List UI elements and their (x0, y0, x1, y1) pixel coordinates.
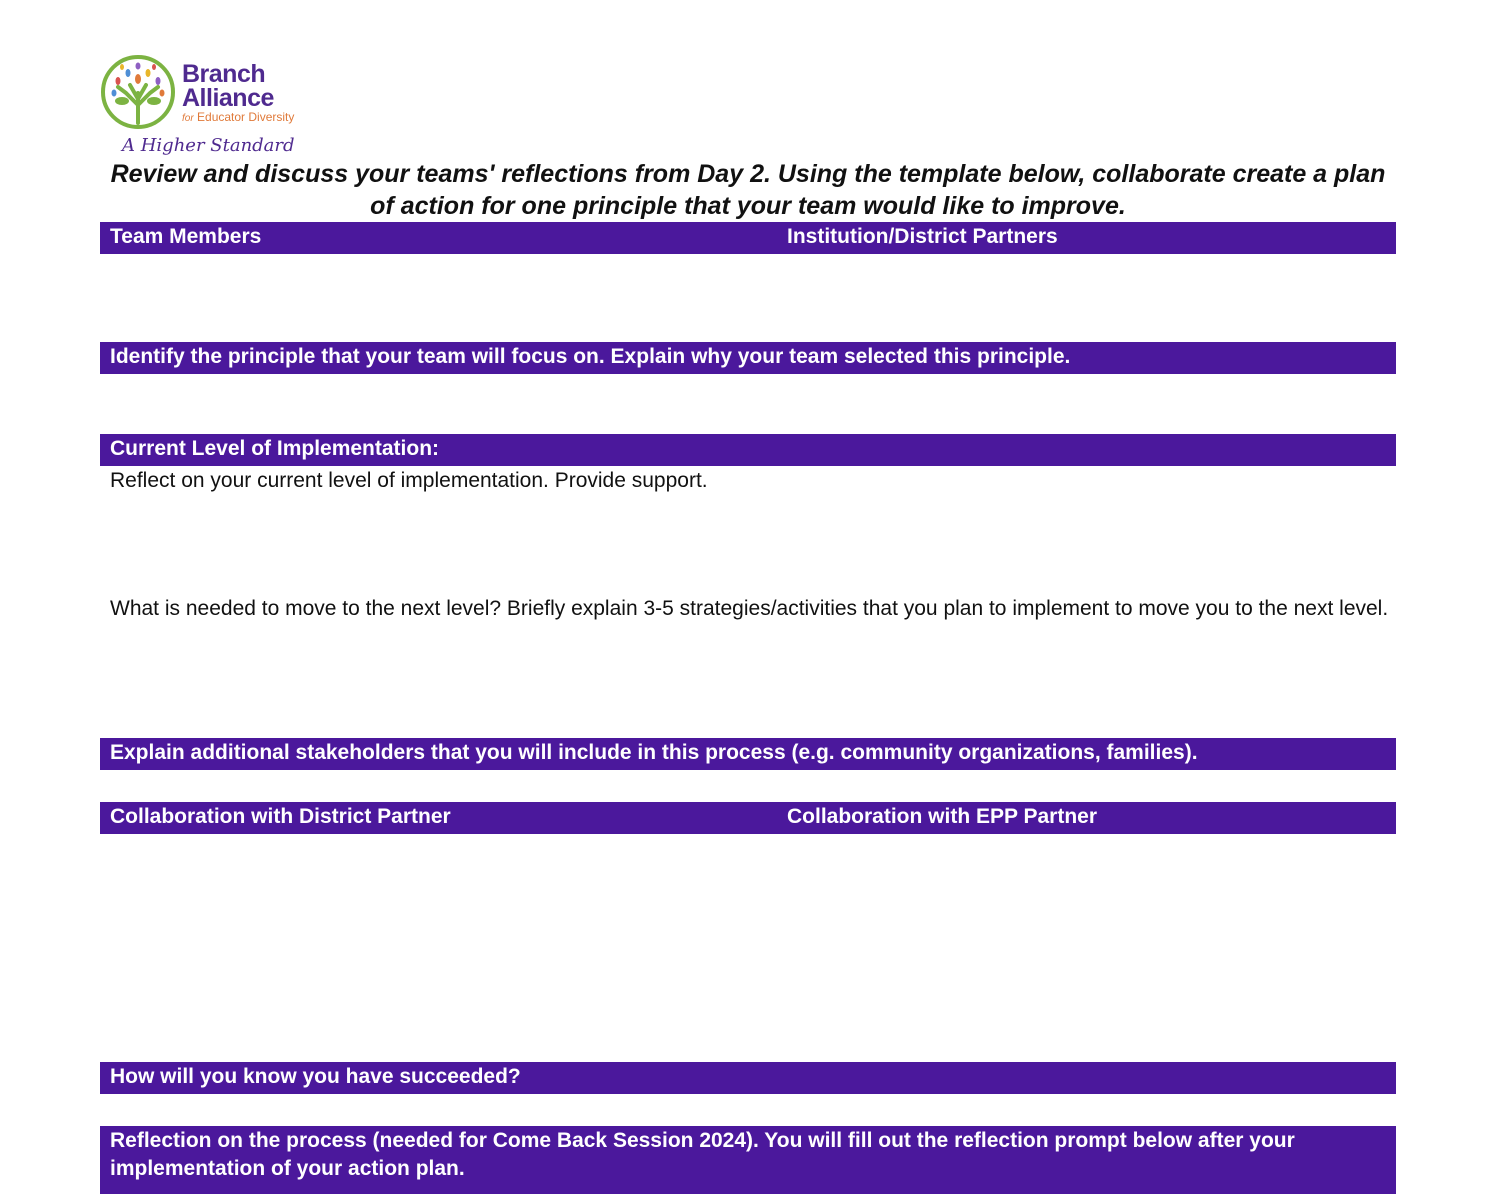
tree-logo-icon (100, 53, 180, 133)
header-bar-stakeholders (100, 738, 1396, 770)
reflection-label: Reflection on the process (needed for Come Back Session 2024). You will fill out the reflection prompt below after your implementation of your action plan. (110, 1129, 1295, 1180)
header-bar-team (100, 222, 1396, 254)
header-bar-principle (100, 342, 1396, 374)
logo-tagline: A Higher Standard (122, 135, 295, 156)
collab-district-label: Collaboration with District Partner (110, 805, 451, 828)
success-label: How will you know you have succeeded? (110, 1065, 521, 1088)
reflect-prompt: Reflect on your current level of implementation. Provide support. (110, 469, 708, 492)
stakeholders-label: Explain additional stakeholders that you will include in this process (e.g. community organizations, families). (110, 741, 1198, 764)
principle-label: Identify the principle that your team will focus on. Explain why your team selected this principle. (110, 345, 1071, 368)
page-title: Review and discuss your teams' reflections from Day 2. Using the template below, collaborate create a plan of action for one principle that your team would like to improve. (110, 160, 1386, 220)
current-level-label: Current Level of Implementation: (110, 437, 440, 460)
next-level-prompt: What is needed to move to the next level? Briefly explain 3-5 strategies/activities that you plan to implement to move you to the next level. (110, 597, 1389, 620)
header-bar-reflection (100, 1126, 1396, 1194)
header-bar-current-level (100, 434, 1396, 466)
institution-partners-label: Institution/District Partners (787, 225, 1058, 248)
header-bar-success (100, 1062, 1396, 1094)
logo-text-branch: Branch (182, 60, 266, 88)
collab-epp-label: Collaboration with EPP Partner (787, 805, 1097, 828)
logo-text-subtitle: for Educator Diversity (182, 110, 295, 124)
team-members-label: Team Members (110, 225, 262, 248)
branch-alliance-logo (100, 53, 340, 158)
header-bar-collaboration (100, 802, 1396, 834)
logo-text-alliance: Alliance (182, 84, 274, 112)
